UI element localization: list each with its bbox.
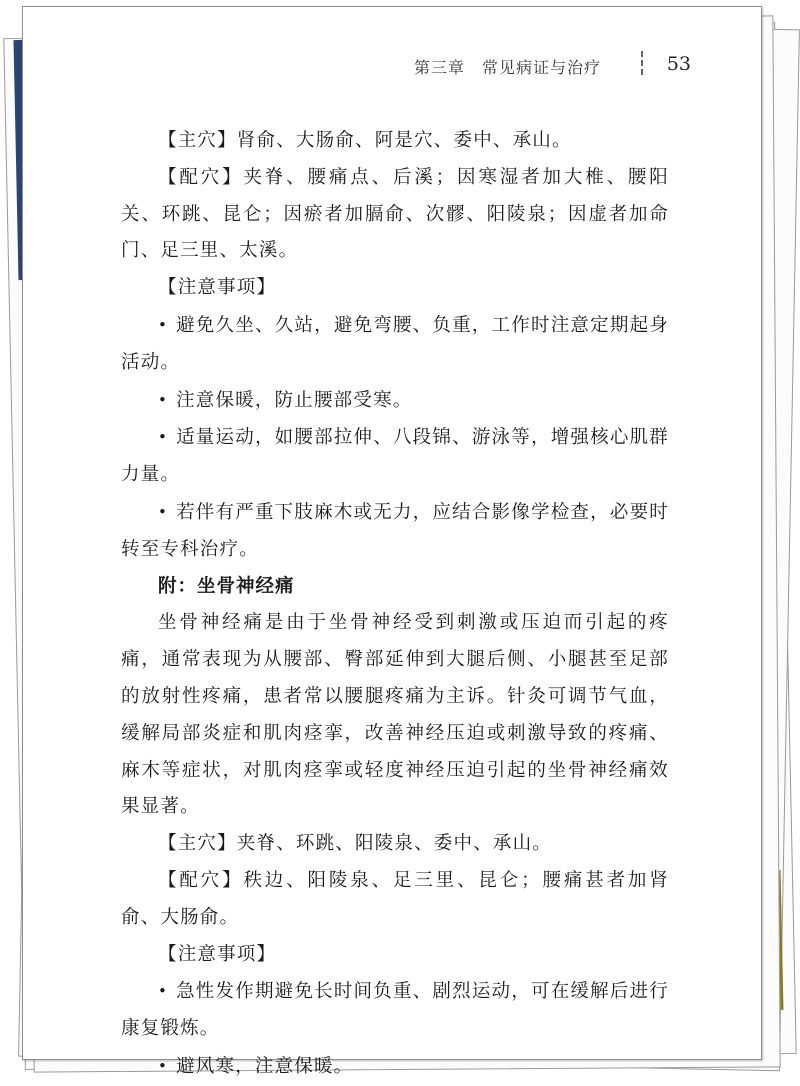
section-label: 【注意事项】: [158, 277, 277, 299]
paragraph: 【配穴】秩边、阳陵泉、足三里、昆仑；腰痛甚者加肾俞、大肠俞。: [121, 869, 669, 928]
bullet-item: [121, 307, 669, 382]
paragraph: 【配穴】夹脊、腰痛点、后溪；因寒湿者加大椎、腰阳关、环跳、昆仑；因瘀者加膈俞、次髎、阳陵泉；因虚者加命门、足三里、太溪。: [121, 166, 669, 262]
chapter-title: 第三章 常见病证与治疗: [413, 58, 601, 77]
bullet-icon: •: [158, 315, 169, 334]
page-number: 53: [666, 53, 691, 75]
bullet-text: 避免久坐、久站，避免弯腰、负重，工作时注意定期起身活动。: [121, 314, 669, 373]
paragraph: 【主穴】肾俞、大肠俞、阿是穴、委中、承山。: [158, 130, 572, 151]
section-heading: 附：坐骨神经痛: [158, 575, 295, 597]
header-separator: [641, 51, 643, 75]
bullet-text: 急性发作期避免长时间负重、剧烈运动，可在缓解后进行康复锻炼。: [121, 981, 669, 1040]
page-body: [121, 123, 669, 1086]
bullet-text: 避风寒，注意保暖。: [176, 1055, 354, 1077]
bullet-item: [121, 382, 669, 420]
section-label: 【注意事项】: [158, 943, 277, 965]
bullet-text: 适量运动，如腰部拉伸、八段锦、游泳等，增强核心肌群力量。: [121, 427, 669, 486]
bullet-text: 若伴有严重下肢麻木或无力，应结合影像学检查，必要时转至专科治疗。: [121, 501, 669, 560]
bullet-icon: •: [158, 1056, 169, 1075]
paragraph: 【主穴】夹脊、环跳、阳陵泉、委中、承山。: [158, 833, 553, 855]
bullet-item: [121, 494, 669, 569]
bullet-item: [121, 419, 669, 494]
bullet-text: 注意保暖，防止腰部受寒。: [176, 389, 413, 411]
book-page: [22, 6, 762, 1077]
running-header: [23, 7, 761, 87]
bullet-icon: •: [158, 502, 169, 521]
bullet-icon: •: [158, 428, 169, 447]
bullet-icon: •: [158, 390, 169, 409]
bullet-icon: •: [158, 982, 169, 1001]
paragraph: 坐骨神经痛是由于坐骨神经受到刺激或压迫而引起的疼痛，通常表现为从腰部、臀部延伸到大腿后侧、小腿甚至足部的放射性疼痛，患者常以腰腿疼痛为主诉。针灸可调节气血，缓解局部炎症和肌肉痉挛，改善神经压迫或刺激导致的疼痛、麻木等症状，对肌肉痉挛或轻度神经压迫引起的坐骨神经痛效果显著。: [121, 612, 669, 818]
bullet-item: [121, 973, 669, 1048]
bullet-item: [121, 1048, 669, 1086]
